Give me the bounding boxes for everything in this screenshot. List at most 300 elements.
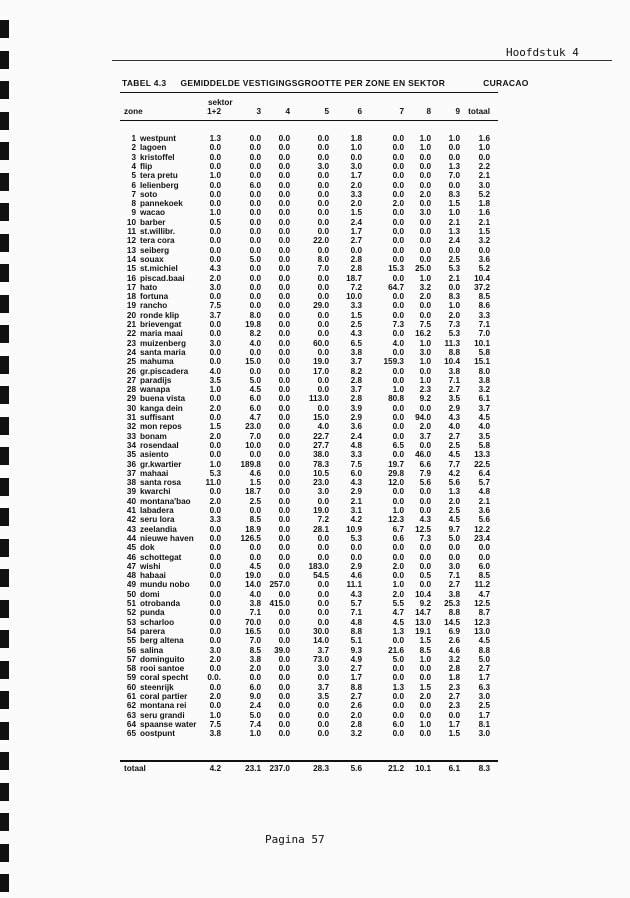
binding-hole bbox=[0, 325, 9, 343]
value-cell: 2.9 bbox=[350, 561, 362, 571]
value-cell: 0.0 bbox=[209, 357, 221, 367]
value-cell: 5.6 bbox=[478, 515, 490, 525]
value-cell: 8.2 bbox=[249, 329, 261, 339]
value-cell: 5.2 bbox=[478, 189, 490, 199]
value-cell: 2.4 bbox=[249, 701, 261, 711]
table-row bbox=[120, 153, 498, 162]
zone-number: 16 bbox=[126, 273, 136, 283]
value-cell: 0.0 bbox=[209, 487, 221, 497]
zone-name: wishi bbox=[140, 561, 161, 571]
value-cell: 1.5 bbox=[448, 729, 460, 739]
value-cell: 0.0 bbox=[209, 626, 221, 636]
value-cell: 1.5 bbox=[209, 422, 221, 432]
value-cell: 15.0 bbox=[313, 413, 329, 422]
value-cell: 0.0 bbox=[209, 161, 221, 171]
table-row bbox=[120, 506, 498, 515]
table-label: TABEL 4.3 bbox=[122, 78, 167, 88]
value-cell: 1.7 bbox=[448, 719, 460, 729]
total-row bbox=[120, 764, 498, 773]
value-cell: 2.3 bbox=[448, 701, 460, 711]
value-cell: 18.7 bbox=[245, 487, 261, 497]
zone-name: otrobanda bbox=[140, 599, 181, 608]
binding-hole bbox=[0, 539, 9, 557]
column-header-zone: zone bbox=[124, 107, 143, 116]
value-cell: 13.3 bbox=[474, 450, 490, 460]
zone-number: 26 bbox=[126, 366, 136, 376]
zone-number: 15 bbox=[126, 264, 136, 274]
value-cell: 0.0 bbox=[249, 301, 261, 311]
value-cell: 0.0 bbox=[317, 403, 329, 413]
zone-number: 30 bbox=[126, 403, 136, 413]
value-cell: 7.1 bbox=[350, 608, 362, 618]
zone-number: 7 bbox=[131, 189, 136, 199]
table-row bbox=[120, 404, 498, 413]
zone-number: 17 bbox=[126, 282, 136, 292]
value-cell: 0.0 bbox=[278, 571, 290, 581]
value-cell: 3.0 bbox=[419, 347, 431, 357]
value-cell: 0.0 bbox=[249, 282, 261, 292]
header-bottom-rule bbox=[120, 120, 498, 121]
table-row bbox=[120, 580, 498, 589]
value-cell: 0.0 bbox=[249, 245, 261, 255]
binding-hole bbox=[0, 447, 9, 465]
value-cell: 2.9 bbox=[350, 487, 362, 497]
value-cell: 23.0 bbox=[245, 422, 261, 432]
value-cell: 1.0 bbox=[209, 208, 221, 218]
value-cell: 4.5 bbox=[478, 636, 490, 646]
value-cell: 1.3 bbox=[209, 134, 221, 143]
value-cell: 2.2 bbox=[478, 161, 490, 171]
value-cell: 11.3 bbox=[444, 338, 460, 348]
value-cell: 1.0 bbox=[419, 357, 431, 367]
value-cell: 0.0 bbox=[278, 264, 290, 274]
value-cell: 0.0 bbox=[392, 310, 404, 320]
value-cell: 0.0 bbox=[209, 413, 221, 422]
value-cell: 0.0 bbox=[278, 431, 290, 441]
value-cell: 0.0 bbox=[209, 254, 221, 264]
value-cell: 3.0 bbox=[478, 692, 490, 701]
value-cell: 10.0 bbox=[245, 440, 261, 450]
value-cell: 0.0 bbox=[317, 347, 329, 357]
table-row bbox=[120, 348, 498, 357]
value-cell: 0.0 bbox=[209, 561, 221, 571]
value-cell: 3.2 bbox=[448, 654, 460, 664]
value-cell: 0.0 bbox=[278, 245, 290, 255]
value-cell: 0.0 bbox=[209, 394, 221, 404]
value-cell: 2.6 bbox=[448, 636, 460, 646]
value-cell: 0.0 bbox=[392, 664, 404, 674]
zone-name: oostpunt bbox=[140, 729, 176, 739]
value-cell: 4.2 bbox=[350, 515, 362, 525]
total-value: 23.1 bbox=[245, 764, 261, 773]
zone-number: 12 bbox=[126, 236, 136, 246]
value-cell: 3.0 bbox=[478, 180, 490, 190]
zone-number: 21 bbox=[126, 320, 136, 329]
table-row bbox=[120, 162, 498, 171]
value-cell: 30.0 bbox=[313, 626, 329, 636]
binding-hole bbox=[0, 356, 9, 374]
value-cell: 5.0 bbox=[249, 375, 261, 385]
zone-name: st.michiel bbox=[140, 264, 178, 274]
zone-name: asiento bbox=[140, 450, 169, 460]
value-cell: 0.5 bbox=[209, 217, 221, 227]
value-cell: 2.5 bbox=[448, 440, 460, 450]
column-header: 5 bbox=[324, 107, 329, 116]
value-cell: 0.0 bbox=[478, 552, 490, 562]
value-cell: 5.3 bbox=[350, 533, 362, 543]
total-value: 21.2 bbox=[388, 764, 404, 773]
zone-number: 8 bbox=[131, 199, 136, 209]
value-cell: 0.0. bbox=[207, 673, 221, 683]
table-row bbox=[120, 525, 498, 534]
table-row bbox=[120, 218, 498, 227]
value-cell: 1.6 bbox=[478, 134, 490, 143]
value-cell: 11.2 bbox=[474, 580, 490, 590]
column-header: totaal bbox=[468, 107, 490, 116]
table-row bbox=[120, 571, 498, 580]
binding-hole bbox=[0, 203, 9, 221]
value-cell: 1.7 bbox=[350, 171, 362, 181]
value-cell: 0.0 bbox=[249, 450, 261, 460]
table-row bbox=[120, 553, 498, 562]
table-row bbox=[120, 460, 498, 469]
table-row bbox=[120, 422, 498, 431]
value-cell: 12.5 bbox=[474, 599, 490, 608]
value-cell: 4.6 bbox=[249, 468, 261, 478]
value-cell: 4.3 bbox=[350, 329, 362, 339]
value-cell: 3.5 bbox=[448, 394, 460, 404]
value-cell: 1.0 bbox=[448, 301, 460, 311]
value-cell: 1.7 bbox=[350, 227, 362, 236]
table-row bbox=[120, 534, 498, 543]
value-cell: 2.0 bbox=[350, 199, 362, 209]
value-cell: 1.0 bbox=[419, 375, 431, 385]
value-cell: 0.0 bbox=[278, 385, 290, 395]
zone-name: gr.piscadera bbox=[140, 366, 189, 376]
value-cell: 0.0 bbox=[317, 701, 329, 711]
table-row bbox=[120, 208, 498, 217]
value-cell: 0.0 bbox=[278, 478, 290, 488]
column-header: 4 bbox=[285, 107, 290, 116]
zone-name: tera cora bbox=[140, 236, 175, 246]
value-cell: 0.0 bbox=[317, 385, 329, 395]
value-cell: 0.0 bbox=[317, 710, 329, 720]
value-cell: 1.5 bbox=[350, 310, 362, 320]
value-cell: 6.7 bbox=[392, 524, 404, 534]
value-cell: 8.8 bbox=[478, 645, 490, 655]
value-cell: 0.0 bbox=[317, 199, 329, 209]
value-cell: 0.0 bbox=[448, 180, 460, 190]
zone-number: 65 bbox=[126, 729, 136, 739]
value-cell: 21.6 bbox=[388, 645, 404, 655]
value-cell: 3.8 bbox=[478, 375, 490, 385]
value-cell: 0.0 bbox=[419, 580, 431, 590]
value-cell: 7.1 bbox=[249, 608, 261, 618]
zone-number: 18 bbox=[126, 292, 136, 302]
value-cell: 0.0 bbox=[419, 217, 431, 227]
zone-number: 36 bbox=[126, 459, 136, 469]
value-cell: 0.0 bbox=[392, 422, 404, 432]
zone-name: spaanse water bbox=[140, 719, 197, 729]
value-cell: 2.7 bbox=[350, 236, 362, 246]
zone-number: 3 bbox=[131, 152, 136, 162]
value-cell: 3.0 bbox=[317, 487, 329, 497]
zone-name: nieuwe haven bbox=[140, 533, 194, 543]
value-cell: 0.0 bbox=[278, 515, 290, 525]
value-cell: 10.1 bbox=[474, 338, 490, 348]
value-cell: 7.5 bbox=[209, 719, 221, 729]
value-cell: 4.9 bbox=[350, 654, 362, 664]
chapter-heading: Hoofdstuk 4 bbox=[506, 46, 579, 59]
total-value: 28.3 bbox=[313, 764, 329, 773]
value-cell: 0.0 bbox=[209, 189, 221, 199]
value-cell: 0.0 bbox=[278, 394, 290, 404]
value-cell: 8.7 bbox=[478, 608, 490, 618]
binding-hole bbox=[0, 417, 9, 435]
value-cell: 6.0 bbox=[392, 719, 404, 729]
value-cell: 7.3 bbox=[448, 320, 460, 329]
value-cell: 9.2 bbox=[419, 599, 431, 608]
value-cell: 19.8 bbox=[245, 320, 261, 329]
value-cell: 0.0 bbox=[209, 682, 221, 692]
value-cell: 0.0 bbox=[278, 692, 290, 701]
value-cell: 4.5 bbox=[478, 413, 490, 422]
zone-number: 4 bbox=[131, 161, 136, 171]
value-cell: 0.0 bbox=[392, 236, 404, 246]
value-cell: 3.7 bbox=[350, 357, 362, 367]
value-cell: 1.8 bbox=[350, 134, 362, 143]
table-row bbox=[120, 441, 498, 450]
value-cell: 0.0 bbox=[392, 636, 404, 646]
value-cell: 0.0 bbox=[317, 608, 329, 618]
value-cell: 5.7 bbox=[478, 478, 490, 488]
value-cell: 0.0 bbox=[317, 552, 329, 562]
value-cell: 0.0 bbox=[278, 729, 290, 739]
value-cell: 0.0 bbox=[278, 152, 290, 162]
zone-number: 34 bbox=[126, 440, 136, 450]
value-cell: 8.3 bbox=[448, 189, 460, 199]
zone-name: montana rei bbox=[140, 701, 187, 711]
value-cell: 3.2 bbox=[350, 729, 362, 739]
value-cell: 5.0 bbox=[249, 254, 261, 264]
value-cell: 0.0 bbox=[278, 180, 290, 190]
value-cell: 0.0 bbox=[392, 701, 404, 711]
value-cell: 1.5 bbox=[419, 636, 431, 646]
value-cell: 4.5 bbox=[392, 617, 404, 627]
zone-name: coral partier bbox=[140, 692, 188, 701]
value-cell: 5.5 bbox=[392, 599, 404, 608]
value-cell: 0.0 bbox=[249, 161, 261, 171]
value-cell: 2.7 bbox=[448, 580, 460, 590]
value-cell: 0.0 bbox=[249, 292, 261, 302]
value-cell: 3.7 bbox=[317, 645, 329, 655]
value-cell: 0.0 bbox=[278, 171, 290, 181]
value-cell: 0.0 bbox=[249, 143, 261, 153]
value-cell: 0.0 bbox=[392, 710, 404, 720]
value-cell: 3.8 bbox=[209, 729, 221, 739]
value-cell: 6.0 bbox=[350, 468, 362, 478]
page-number: Pagina 57 bbox=[265, 833, 325, 846]
zone-name: pannekoek bbox=[140, 199, 183, 209]
value-cell: 2.7 bbox=[448, 385, 460, 395]
binding-hole bbox=[0, 752, 9, 770]
value-cell: 7.0 bbox=[317, 264, 329, 274]
table-row bbox=[120, 432, 498, 441]
zone-number: 35 bbox=[126, 450, 136, 460]
value-cell: 0.0 bbox=[419, 227, 431, 236]
value-cell: 0.0 bbox=[478, 245, 490, 255]
value-cell: 3.8 bbox=[249, 654, 261, 664]
value-cell: 1.0 bbox=[209, 385, 221, 395]
value-cell: 8.5 bbox=[419, 645, 431, 655]
value-cell: 2.8 bbox=[350, 264, 362, 274]
value-cell: 1.6 bbox=[478, 208, 490, 218]
table-row bbox=[120, 255, 498, 264]
value-cell: 0.0 bbox=[392, 692, 404, 701]
total-value: 237.0 bbox=[269, 764, 290, 773]
value-cell: 0.0 bbox=[317, 320, 329, 329]
table-row bbox=[120, 608, 498, 617]
value-cell: 9.3 bbox=[350, 645, 362, 655]
value-cell: 9.7 bbox=[448, 524, 460, 534]
value-cell: 3.0 bbox=[350, 161, 362, 171]
value-cell: 7.0 bbox=[249, 431, 261, 441]
value-cell: 0.0 bbox=[209, 143, 221, 153]
value-cell: 0.0 bbox=[419, 161, 431, 171]
zone-name: souax bbox=[140, 254, 164, 264]
value-cell: 0.0 bbox=[419, 729, 431, 739]
value-cell: 0.0 bbox=[317, 719, 329, 729]
value-cell: 0.0 bbox=[317, 599, 329, 608]
value-cell: 0.0 bbox=[317, 375, 329, 385]
zone-number: 48 bbox=[126, 571, 136, 581]
value-cell: 1.0 bbox=[392, 506, 404, 515]
value-cell: 0.0 bbox=[419, 487, 431, 497]
table-row bbox=[120, 673, 498, 682]
value-cell: 6.0 bbox=[249, 180, 261, 190]
zone-number: 53 bbox=[126, 617, 136, 627]
value-cell: 0.0 bbox=[209, 552, 221, 562]
value-cell: 0.0 bbox=[392, 180, 404, 190]
value-cell: 4.7 bbox=[249, 413, 261, 422]
value-cell: 0.0 bbox=[317, 617, 329, 627]
value-cell: 8.5 bbox=[478, 571, 490, 581]
table-row bbox=[120, 134, 498, 143]
value-cell: 2.4 bbox=[350, 217, 362, 227]
zone-name: muizenberg bbox=[140, 338, 186, 348]
value-cell: 1.0 bbox=[419, 338, 431, 348]
value-cell: 2.1 bbox=[478, 496, 490, 506]
value-cell: 0.0 bbox=[278, 366, 290, 376]
value-cell: 10.4 bbox=[474, 273, 490, 283]
value-cell: 2.5 bbox=[478, 701, 490, 711]
value-cell: 3.5 bbox=[209, 375, 221, 385]
value-cell: 2.3 bbox=[448, 682, 460, 692]
value-cell: 0.0 bbox=[249, 366, 261, 376]
value-cell: 2.0 bbox=[350, 710, 362, 720]
value-cell: 19.0 bbox=[313, 357, 329, 367]
value-cell: 0.0 bbox=[419, 673, 431, 683]
value-cell: 0.0 bbox=[278, 589, 290, 599]
value-cell: 0.0 bbox=[209, 227, 221, 236]
value-cell: 19.0 bbox=[313, 506, 329, 515]
value-cell: 257.0 bbox=[269, 580, 290, 590]
zone-name: kristoffel bbox=[140, 152, 175, 162]
value-cell: 0.0 bbox=[278, 161, 290, 171]
value-cell: 2.0 bbox=[419, 292, 431, 302]
value-cell: 7.5 bbox=[209, 301, 221, 311]
table-region: CURACAO bbox=[483, 78, 529, 88]
value-cell: 3.3 bbox=[350, 301, 362, 311]
value-cell: 0.0 bbox=[209, 524, 221, 534]
value-cell: 3.7 bbox=[419, 431, 431, 441]
value-cell: 10.4 bbox=[444, 357, 460, 367]
value-cell: 0.0 bbox=[249, 273, 261, 283]
value-cell: 1.0 bbox=[419, 143, 431, 153]
value-cell: 3.8 bbox=[448, 589, 460, 599]
column-header: 8 bbox=[426, 107, 431, 116]
value-cell: 0.0 bbox=[278, 357, 290, 367]
value-cell: 0.0 bbox=[392, 366, 404, 376]
value-cell: 9.0 bbox=[249, 692, 261, 701]
zone-number: 31 bbox=[126, 413, 136, 422]
zone-name: labadera bbox=[140, 506, 174, 515]
value-cell: 5.0 bbox=[392, 654, 404, 664]
value-cell: 2.5 bbox=[448, 254, 460, 264]
value-cell: 0.0 bbox=[392, 143, 404, 153]
value-cell: 73.0 bbox=[313, 654, 329, 664]
value-cell: 2.0 bbox=[209, 403, 221, 413]
value-cell: 0.0 bbox=[278, 682, 290, 692]
table-row bbox=[120, 469, 498, 478]
value-cell: 0.0 bbox=[392, 543, 404, 553]
zone-name: rancho bbox=[140, 301, 168, 311]
zone-name: flip bbox=[140, 161, 153, 171]
value-cell: 8.8 bbox=[448, 608, 460, 618]
value-cell: 0.0 bbox=[249, 673, 261, 683]
table-row bbox=[120, 683, 498, 692]
value-cell: 0.0 bbox=[278, 543, 290, 553]
value-cell: 7.2 bbox=[350, 282, 362, 292]
zone-number: 47 bbox=[126, 561, 136, 571]
zone-number: 54 bbox=[126, 626, 136, 636]
value-cell: 0.0 bbox=[209, 236, 221, 246]
value-cell: 16.2 bbox=[415, 329, 431, 339]
value-cell: 2.0 bbox=[392, 561, 404, 571]
table-row bbox=[120, 487, 498, 496]
value-cell: 0.0 bbox=[392, 450, 404, 460]
value-cell: 0.0 bbox=[278, 134, 290, 143]
value-cell: 0.0 bbox=[249, 152, 261, 162]
value-cell: 2.0 bbox=[392, 199, 404, 209]
zone-number: 22 bbox=[126, 329, 136, 339]
value-cell: 23.0 bbox=[313, 478, 329, 488]
value-cell: 0.0 bbox=[209, 347, 221, 357]
zone-name: lelienberg bbox=[140, 180, 179, 190]
value-cell: 0.0 bbox=[317, 189, 329, 199]
value-cell: 4.3 bbox=[448, 413, 460, 422]
value-cell: 0.0 bbox=[278, 227, 290, 236]
value-cell: 2.0 bbox=[209, 431, 221, 441]
zone-name: kwarchi bbox=[140, 487, 171, 497]
table-row bbox=[120, 385, 498, 394]
value-cell: 38.0 bbox=[313, 450, 329, 460]
value-cell: 3.3 bbox=[478, 310, 490, 320]
value-cell: 2.0 bbox=[448, 496, 460, 506]
value-cell: 7.2 bbox=[317, 515, 329, 525]
zone-name: punda bbox=[140, 608, 165, 618]
value-cell: 2.1 bbox=[350, 496, 362, 506]
